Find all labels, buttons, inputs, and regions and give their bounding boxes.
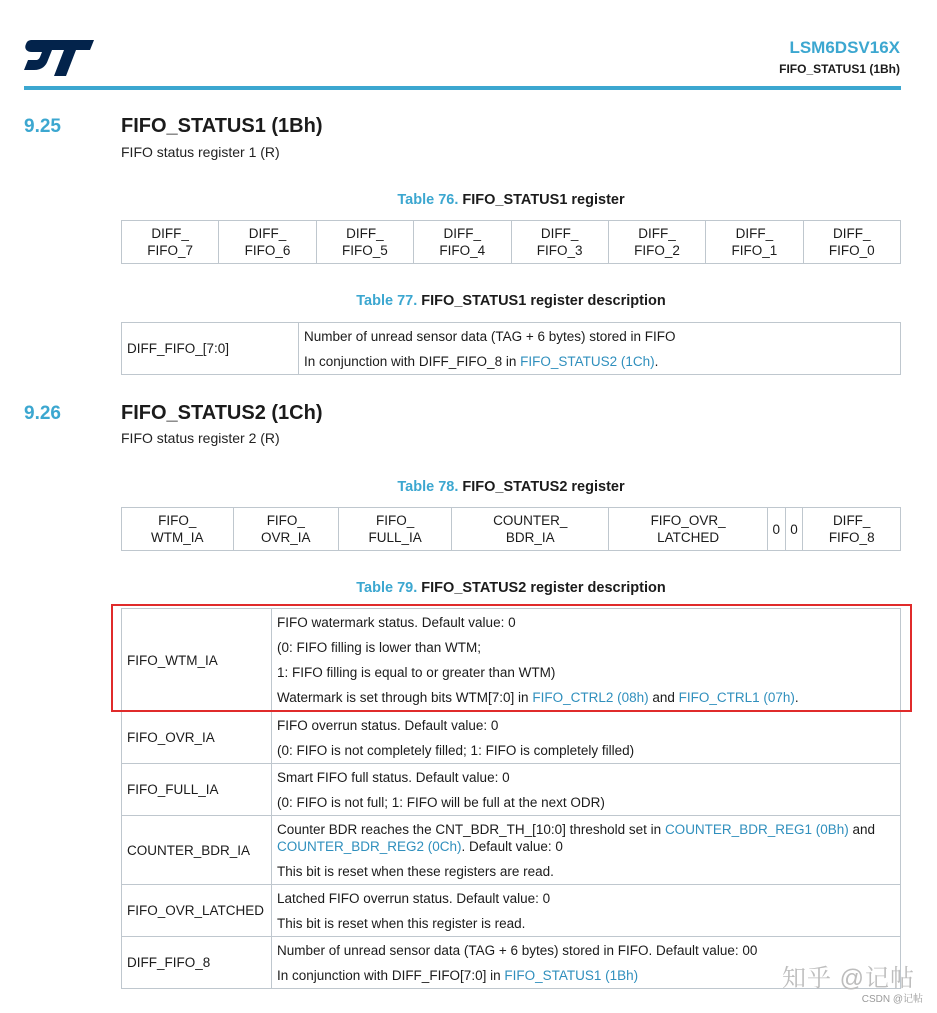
table-caption — [121, 479, 901, 495]
field-description: Counter BDR reaches the CNT_BDR_TH_[10:0] threshold set in COUNTER_BDR_REG1 (0Bh) and COUNTER_BDR_REG2 (0Ch). Default value: 0 This bit is reset when these registers are read. — [272, 816, 901, 885]
field-name: FIFO_WTM_IA — [122, 609, 272, 712]
table-caption-number: Table 78. — [397, 479, 459, 495]
register-table — [121, 220, 901, 264]
table-caption-text: FIFO_STATUS2 register — [462, 479, 625, 495]
field-description: Number of unread sensor data (TAG + 6 bytes) stored in FIFO. Default value: 00 In conjunction with DIFF_FIFO[7:0] in FIFO_STATUS1 (1Bh) — [272, 937, 901, 989]
field-name: FIFO_OVR_LATCHED — [122, 885, 272, 937]
register-link[interactable]: COUNTER_BDR_REG2 (0Ch) — [277, 838, 462, 854]
register-bit: COUNTER_ BDR_IA — [452, 508, 609, 551]
watermark: 知乎 @记帖 — [781, 965, 915, 992]
field-name: FIFO_OVR_IA — [122, 712, 272, 764]
register-link[interactable]: FIFO_CTRL2 (08h) — [532, 690, 649, 705]
field-name: COUNTER_BDR_IA — [122, 816, 272, 885]
section-subtitle: FIFO status register 1 (R) — [121, 144, 280, 160]
document-subtitle: FIFO_STATUS1 (1Bh) — [779, 62, 900, 76]
field-name: DIFF_FIFO_8 — [122, 937, 272, 989]
csdn-watermark: CSDN @记帖 — [861, 994, 923, 1005]
table-caption — [121, 580, 901, 596]
highlight-box — [111, 604, 912, 712]
register-bit: DIFF_ FIFO_7 — [122, 221, 219, 264]
field-description: Smart FIFO full status. Default value: 0 (0: FIFO is not full; 1: FIFO will be full at the next ODR) — [272, 764, 901, 816]
field-description: Latched FIFO overrun status. Default value: 0 This bit is reset when this register is read. — [272, 885, 901, 937]
register-bit: FIFO_ FULL_IA — [339, 508, 452, 551]
description-table — [121, 322, 901, 375]
register-link[interactable]: COUNTER_BDR_REG1 (0Bh) — [664, 821, 849, 837]
table-row — [122, 712, 901, 764]
field-name: DIFF_FIFO_[7:0] — [122, 323, 299, 375]
register-bit: DIFF_ FIFO_0 — [803, 221, 900, 264]
register-bit: FIFO_OVR_ LATCHED — [609, 508, 768, 551]
register-bit: 0 — [785, 508, 803, 551]
table-caption — [121, 192, 901, 208]
register-link[interactable]: FIFO_STATUS2 (1Ch) — [520, 353, 655, 369]
section-title: FIFO_STATUS2 (1Ch) — [121, 402, 323, 424]
table-caption-number: Table 76. — [397, 192, 459, 208]
register-bit: DIFF_ FIFO_6 — [219, 221, 316, 264]
table-caption — [121, 293, 901, 309]
register-link[interactable]: FIFO_STATUS1 (1Bh) — [504, 967, 639, 983]
table-row — [122, 764, 901, 816]
header-divider — [24, 86, 901, 90]
register-bit: 0 — [767, 508, 785, 551]
register-bit: DIFF_ FIFO_4 — [414, 221, 511, 264]
section-subtitle: FIFO status register 2 (R) — [121, 430, 280, 446]
register-bit: FIFO_ OVR_IA — [233, 508, 338, 551]
field-description: FIFO overrun status. Default value: 0 (0: FIFO is not completely filled; 1: FIFO is completely filled) — [272, 712, 901, 764]
table-caption-text: FIFO_STATUS1 register — [462, 192, 625, 208]
section-number: 9.25 — [24, 116, 61, 137]
register-bit: DIFF_ FIFO_5 — [316, 221, 413, 264]
register-link[interactable]: FIFO_CTRL1 (07h) — [678, 690, 795, 705]
table-caption-text: FIFO_STATUS2 register description — [421, 580, 666, 596]
field-description: FIFO watermark status. Default value: 0 (0: FIFO filling is lower than WTM; 1: FIFO filling is equal to or greater than WTM) Watermark is set through bits WTM[7:0] in FIFO_CTRL2 (08h) and FIFO_CTRL1 (07h). — [272, 609, 901, 712]
table-row — [122, 885, 901, 937]
field-description: Number of unread sensor data (TAG + 6 bytes) stored in FIFO In conjunction with DIFF_FIFO_8 in FIFO_STATUS2 (1Ch). — [299, 323, 901, 375]
document-title: LSM6DSV16X — [789, 38, 900, 57]
register-bit: DIFF_ FIFO_1 — [706, 221, 803, 264]
section-number: 9.26 — [24, 403, 61, 424]
field-name: FIFO_FULL_IA — [122, 764, 272, 816]
table-row — [122, 816, 901, 885]
table-caption-number: Table 79. — [356, 580, 418, 596]
section-title: FIFO_STATUS1 (1Bh) — [121, 115, 323, 137]
table-caption-number: Table 77. — [356, 293, 418, 309]
st-logo — [22, 36, 96, 80]
table-caption-text: FIFO_STATUS1 register description — [421, 293, 666, 309]
register-bit: FIFO_ WTM_IA — [122, 508, 234, 551]
register-bit: DIFF_ FIFO_3 — [511, 221, 608, 264]
register-bit: DIFF_ FIFO_2 — [608, 221, 705, 264]
register-table — [121, 507, 901, 551]
register-bit: DIFF_ FIFO_8 — [803, 508, 901, 551]
